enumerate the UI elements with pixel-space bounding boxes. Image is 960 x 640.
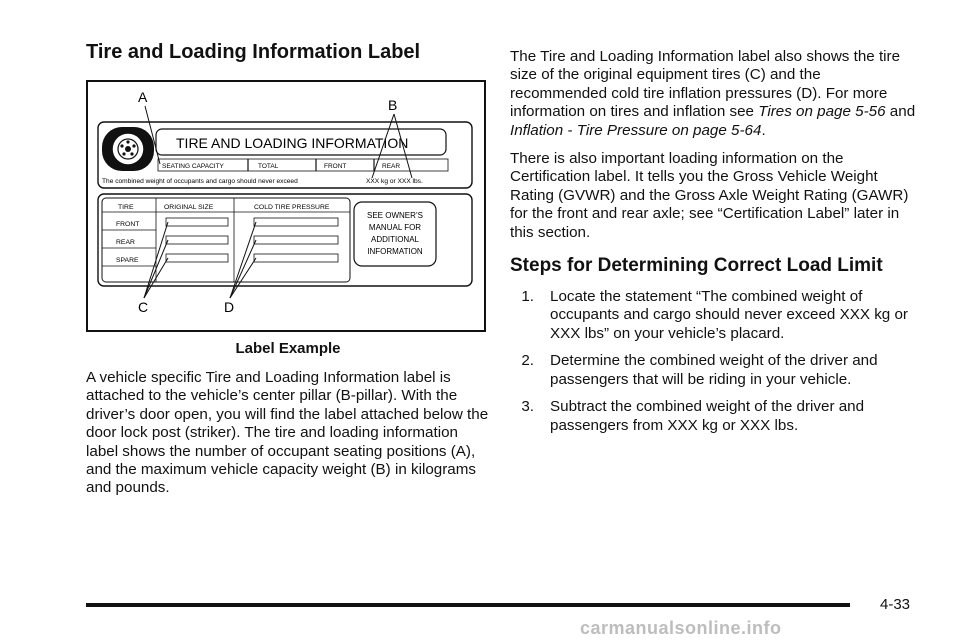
right-column <box>510 48 920 444</box>
callout-d: D <box>224 299 235 315</box>
callout-c: C <box>138 299 149 315</box>
list-item <box>510 352 920 389</box>
col-cold-tire-pressure: COLD TIRE PRESSURE <box>254 204 330 211</box>
front-size-slot <box>166 218 228 226</box>
label-title: TIRE AND LOADING INFORMATION <box>176 135 409 151</box>
step-text: Determine the combined weight of the driver and passengers that will be riding in your vehicle. <box>550 352 878 388</box>
tires-page-reference: Tires on page 5-56 <box>758 103 886 121</box>
watermark: carmanualsonline.info <box>580 618 782 638</box>
spare-size-slot <box>166 254 228 262</box>
section-heading: Tire and Loading Information Label <box>86 41 421 63</box>
left-column <box>86 40 490 498</box>
step-text: Subtract the combined weight of the driver and passengers from XXX kg or XXX lbs. <box>550 398 865 434</box>
spare-pressure-slot <box>254 254 338 262</box>
footer-rule <box>86 603 850 607</box>
step-number: 2. <box>521 352 534 370</box>
combined-weight-statement: The combined weight of occupants and cargo should never exceed <box>102 178 298 185</box>
col-original-size: ORIGINAL SIZE <box>164 204 214 211</box>
step-number: 1. <box>521 288 534 306</box>
list-item <box>510 398 920 435</box>
tire-info-paragraph <box>510 48 920 140</box>
label-example-figure <box>86 80 486 332</box>
steps-heading: Steps for Determining Correct Load Limit <box>510 255 883 277</box>
callout-a: A <box>138 89 148 105</box>
callout-b: B <box>388 97 398 113</box>
page-number: 4-33 <box>880 596 911 613</box>
row-spare: SPARE <box>116 257 139 264</box>
see-owners-line-1: SEE OWNER’S <box>366 211 424 220</box>
total-label: TOTAL <box>258 163 279 170</box>
step-text: Locate the statement “The combined weight of occupants and cargo should never exceed XXX kg or XXX lbs” on your vehicle’s placard. <box>550 288 908 342</box>
rear-pressure-slot <box>254 236 338 244</box>
para1-text: The Tire and Loading Information label also shows the tire size of the original equipment tires (C) and the recommended cold tire inflation pressures (D). For more information on tires and inflation see <box>510 48 901 121</box>
front-pressure-slot <box>254 218 338 226</box>
label-description: A vehicle specific Tire and Loading Information label is attached to the vehicle’s center pillar (B-pillar). With the driver’s door open, you will find the label attached below the door lock post (striker). The tire and loading information label shows the number of occupant seating positions (A), and the maximum vehicle capacity weight (B) in kilograms and pounds. <box>86 369 489 497</box>
row-rear: REAR <box>116 239 135 246</box>
certification-paragraph: There is also important loading information on the Certification label. It tells you the Gross Vehicle Weight Rating (GVWR) and the Gross Axle Weight Rating (GAWR) for the front and rear axle; see “Certification Label” later in this section. <box>510 150 909 241</box>
front-label: FRONT <box>324 163 347 170</box>
xxx-kg-statement: XXX kg or XXX lbs. <box>366 178 423 185</box>
para1-and: and <box>885 103 916 121</box>
step-number: 3. <box>521 398 534 416</box>
rear-label: REAR <box>382 163 401 170</box>
para1-end: . <box>761 121 766 139</box>
inflation-page-reference: Inflation - Tire Pressure on page 5-64 <box>510 121 762 139</box>
list-item <box>510 288 920 343</box>
rear-size-slot <box>166 236 228 244</box>
tire-icon <box>102 127 154 171</box>
seating-capacity-label: SEATING CAPACITY <box>162 163 224 170</box>
see-owners-line-4: INFORMATION <box>367 247 423 256</box>
col-tire: TIRE <box>118 204 134 211</box>
tire-label-illustration <box>88 82 484 330</box>
see-owners-line-2: MANUAL FOR <box>368 223 422 232</box>
steps-list <box>510 288 920 435</box>
see-owners-line-3: ADDITIONAL <box>370 235 420 244</box>
figure-caption: Label Example <box>235 340 341 357</box>
row-front: FRONT <box>116 221 140 228</box>
